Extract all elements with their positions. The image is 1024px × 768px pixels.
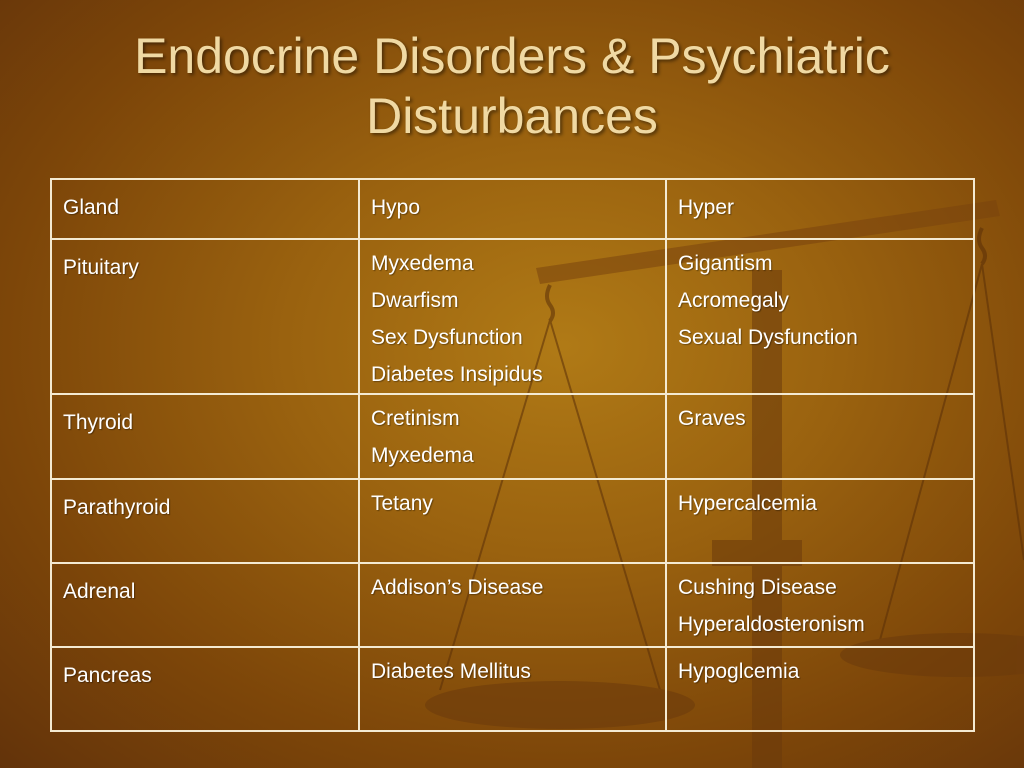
table-row — [51, 563, 974, 647]
hypo-item: Tetany — [371, 492, 433, 515]
title-line-1: Endocrine Disorders & Psychiatric — [134, 28, 890, 84]
hypo-cell — [359, 479, 666, 563]
hypo-item: Myxedema — [371, 252, 474, 275]
hyper-cell — [666, 479, 974, 563]
gland-cell: Pituitary — [51, 239, 359, 394]
table-row — [51, 479, 974, 563]
header-hypo: Hypo — [359, 179, 666, 239]
hypo-item: Addison’s Disease — [371, 576, 544, 599]
hyper-cell — [666, 394, 974, 479]
gland-cell: Thyroid — [51, 394, 359, 479]
slide-title — [40, 26, 984, 146]
hyper-item: Gigantism — [678, 252, 773, 275]
hypo-item: Sex Dysfunction — [371, 326, 523, 349]
hyper-item: Hypoglcemia — [678, 660, 800, 683]
right-hook — [979, 228, 985, 264]
hypo-item: Diabetes Mellitus — [371, 660, 531, 683]
hypo-cell — [359, 239, 666, 394]
hyper-item: Sexual Dysfunction — [678, 326, 858, 349]
disorders-table — [50, 178, 975, 732]
hyper-item: Graves — [678, 407, 746, 430]
header-hyper: Hyper — [666, 179, 974, 239]
hypo-cell — [359, 647, 666, 731]
gland-cell: Pancreas — [51, 647, 359, 731]
hyper-item: Hypercalcemia — [678, 492, 817, 515]
hypo-cell — [359, 563, 666, 647]
table-header-row — [51, 179, 974, 239]
table-row — [51, 239, 974, 394]
gland-cell: Parathyroid — [51, 479, 359, 563]
hypo-item: Cretinism — [371, 407, 460, 430]
hyper-cell — [666, 563, 974, 647]
header-gland: Gland — [51, 179, 359, 239]
hyper-item: Acromegaly — [678, 289, 789, 312]
hypo-item: Dwarfism — [371, 289, 459, 312]
title-line-2: Disturbances — [366, 88, 658, 144]
hypo-item: Myxedema — [371, 444, 474, 467]
gland-cell: Adrenal — [51, 563, 359, 647]
right-chain-2 — [982, 264, 1024, 560]
hypo-item: Diabetes Insipidus — [371, 363, 543, 386]
table-row — [51, 394, 974, 479]
table-row — [51, 647, 974, 731]
hyper-cell — [666, 239, 974, 394]
hyper-item: Cushing Disease — [678, 576, 837, 599]
hyper-item: Hyperaldosteronism — [678, 613, 865, 636]
hyper-cell — [666, 647, 974, 731]
hypo-cell — [359, 394, 666, 479]
